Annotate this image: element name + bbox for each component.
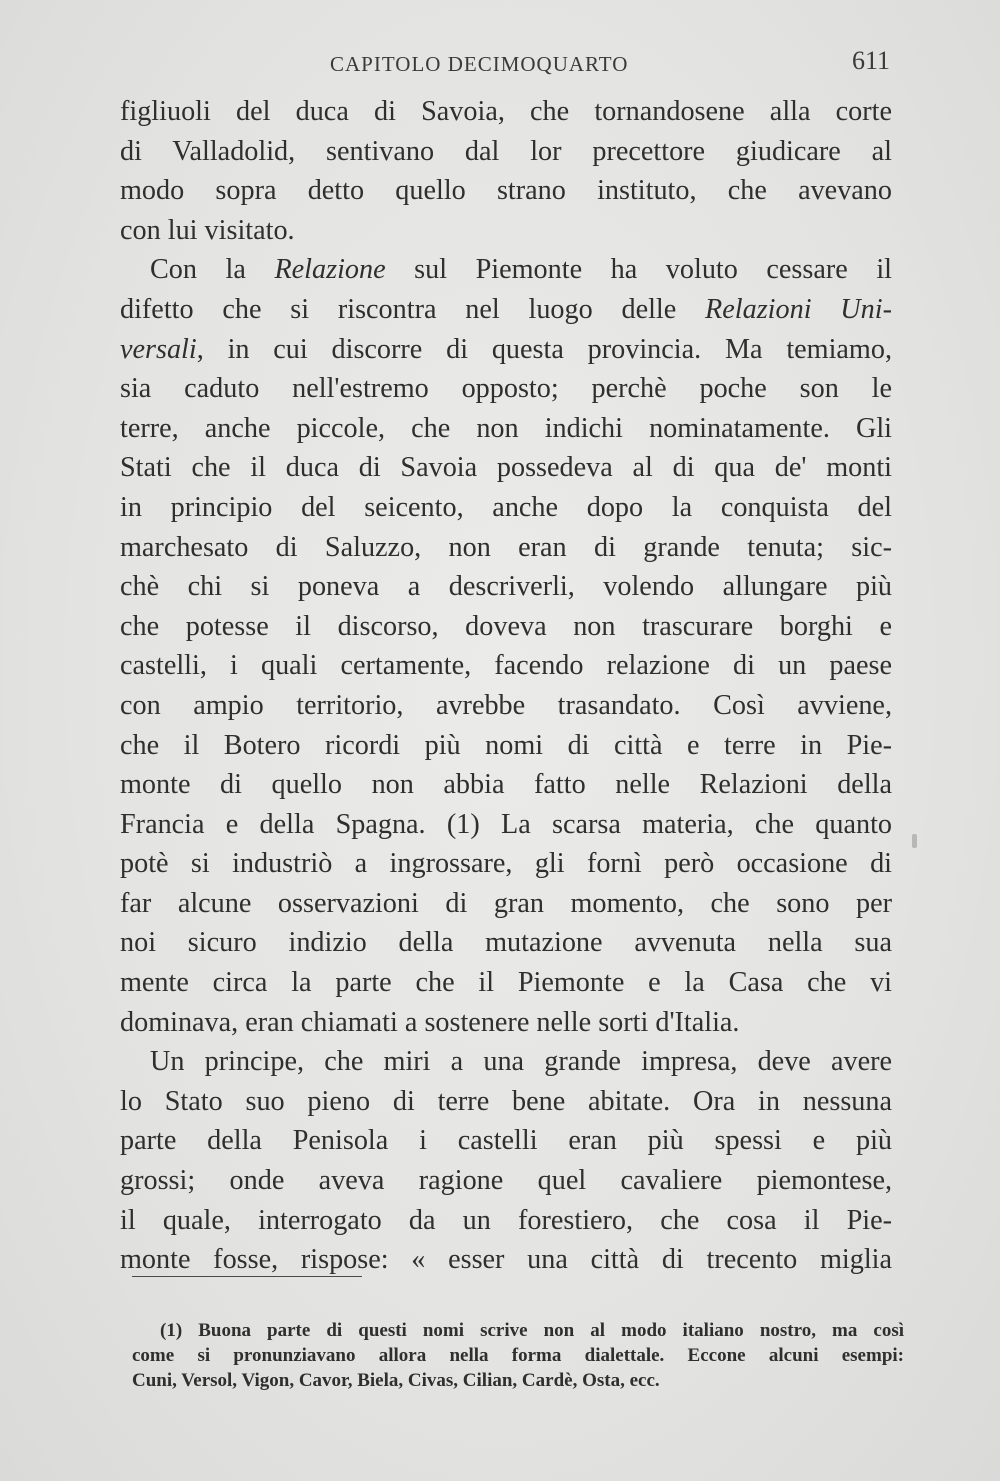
body-line: Con la Relazione sul Piemonte ha voluto cessare il (150, 254, 892, 286)
body-line: versali, in cui discorre di questa provincia. Ma temiamo, (120, 333, 892, 365)
body-line: marchesato di Saluzzo, non eran di grande tenuta; sic- (120, 531, 892, 563)
body-text (120, 92, 892, 1280)
footnotes (132, 1318, 904, 1393)
body-line: dominava, eran chiamati a sostenere nelle sorti d'Italia. (120, 1006, 740, 1038)
body-line: castelli, i quali certamente, facendo relazione di un paese (120, 650, 892, 682)
body-line: chè chi si poneva a descriverli, volendo allungare più (120, 571, 892, 603)
footnote-line: come si pronunziavano allora nella forma dialettale. Eccone alcuni esempi: (132, 1345, 904, 1366)
page-smudge (912, 834, 917, 848)
body-line: figliuoli del duca di Savoia, che tornandosene alla corte (120, 96, 892, 127)
page-number: 611 (851, 46, 890, 75)
body-line: grossi; onde aveva ragione quel cavaliere piemontese, (120, 1165, 892, 1197)
body-line: terre, anche piccole, che non indichi nominatamente. Gli (120, 412, 892, 444)
running-head (118, 46, 898, 80)
italic-title: versali (120, 333, 197, 365)
body-line: con lui visitato. (120, 214, 295, 246)
body-line: monte di quello non abbia fatto nelle Relazioni della (120, 769, 892, 801)
italic-title: Relazioni Uni- (705, 293, 892, 325)
body-line: monte fosse, rispose: « esser una città di trecento miglia (120, 1244, 892, 1276)
body-line: modo sopra detto quello strano instituto, che avevano (120, 175, 892, 207)
italic-title: Relazione (274, 254, 386, 286)
body-line: mente circa la parte che il Piemonte e la Casa che vi (120, 967, 892, 999)
footnote-rule (132, 1276, 362, 1277)
body-line: lo Stato suo pieno di terre bene abitate. Ora in nessuna (120, 1085, 892, 1117)
body-line: Un principe, che miri a una grande impresa, deve avere (150, 1046, 892, 1078)
footnote-line: Cuni, Versol, Vigon, Cavor, Biela, Civas, Cilian, Cardè, Osta, ecc. (132, 1370, 660, 1391)
body-line: Stati che il duca di Savoia possedeva al di qua de' monti (120, 452, 892, 484)
body-line: noi sicuro indizio della mutazione avvenuta nella sua (120, 927, 892, 959)
body-line: che potesse il discorso, doveva non trascurare borghi e (120, 610, 892, 642)
body-line: con ampio territorio, avrebbe trasandato. Così avviene, (120, 689, 892, 721)
body-line: di Valladolid, sentivano dal lor precettore giudicare al (120, 135, 892, 167)
body-line: il quale, interrogato da un forestiero, che cosa il Pie- (120, 1204, 892, 1236)
body-line: Francia e della Spagna. (1) La scarsa materia, che quanto (120, 808, 892, 840)
footnote-line: (1) Buona parte di questi nomi scrive non al modo italiano nostro, ma così (160, 1320, 904, 1341)
body-line: sia caduto nell'estremo opposto; perchè poche son le (120, 373, 892, 405)
body-line: potè si industriò a ingrossare, gli fornì però occasione di (120, 848, 892, 880)
body-line: parte della Penisola i castelli eran più spessi e più (120, 1125, 892, 1157)
chapter-running-title: CAPITOLO DECIMOQUARTO (330, 52, 629, 76)
body-line: che il Botero ricordi più nomi di città e terre in Pie- (120, 729, 892, 761)
body-line: far alcune osservazioni di gran momento, che sono per (120, 887, 892, 919)
body-line: difetto che si riscontra nel luogo delle Relazioni Uni- (120, 293, 892, 325)
body-line: in principio del seicento, anche dopo la conquista del (120, 491, 892, 523)
